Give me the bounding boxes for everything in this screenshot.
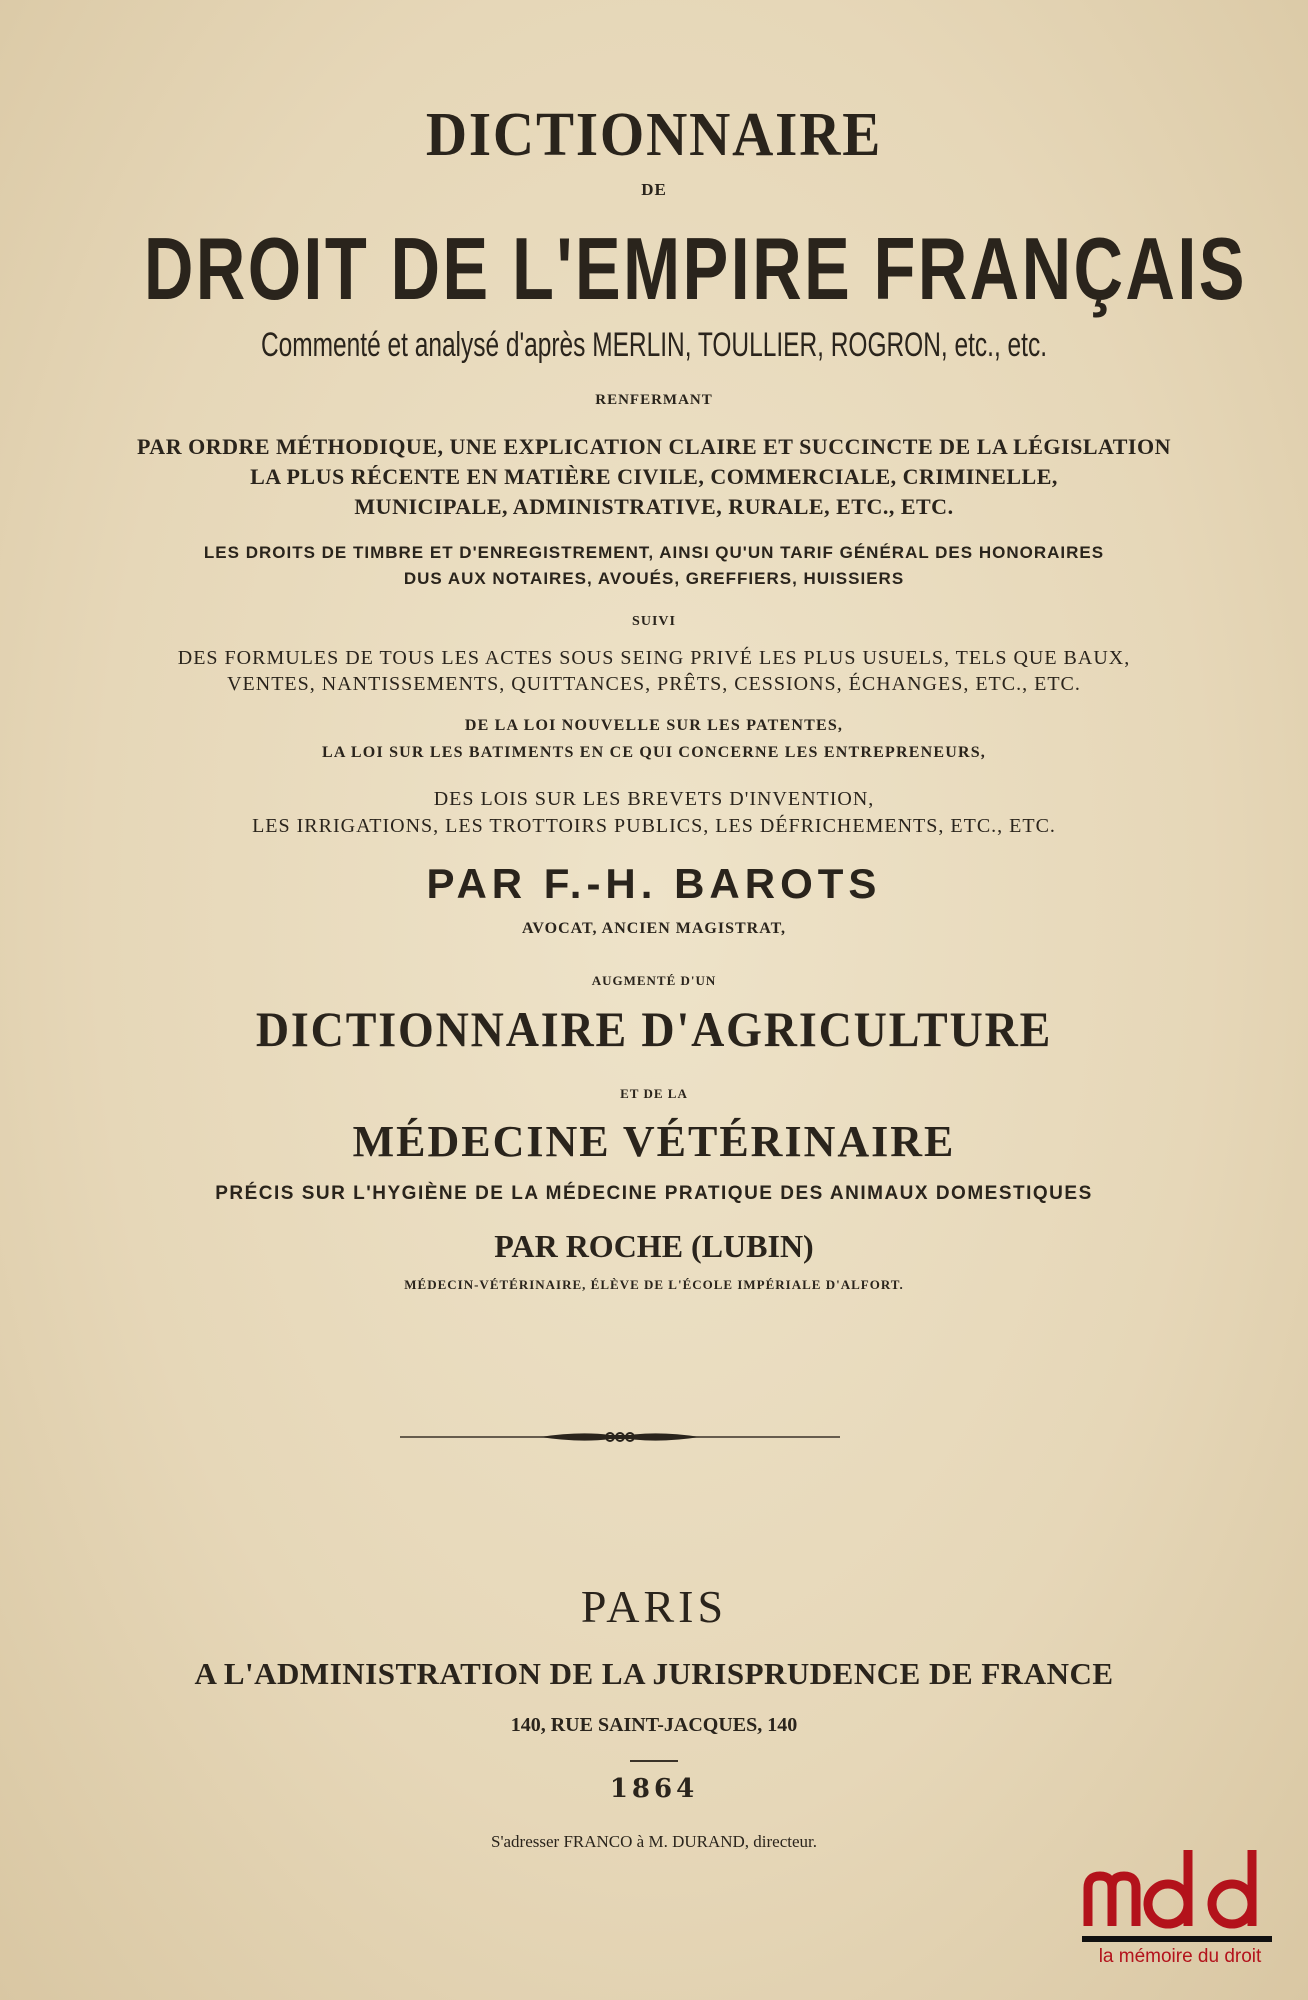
suivi-label: SUIVI [632,614,676,629]
veterinary-title: MÉDECINE VÉTÉRINAIRE [352,1117,956,1166]
agriculture-title: DICTIONNAIRE D'AGRICULTURE [255,1001,1053,1057]
paragraph3-line: VENTES, NANTISSEMENTS, QUITTANCES, PRÊTS, CESSIONS, ÉCHANGES, ETC., ETC. [227,673,1081,695]
second-author-role: MÉDECIN-VÉTÉRINAIRE, ÉLÈVE DE L'ÉCOLE IMPÉRIALE D'ALFORT. [404,1277,904,1292]
author-name: PAR F.-H. BAROTS [426,860,882,907]
paragraph1-line: PAR ORDRE MÉTHODIQUE, UNE EXPLICATION CLAIRE ET SUCCINCTE DE LA LÉGISLATION [137,434,1171,459]
imprint-city: PARIS [580,1581,728,1632]
imprint-contact: S'adresser FRANCO à M. DURAND, directeur. [490,1832,818,1851]
main-title: DICTIONNAIRE [425,101,883,169]
imprint-year: 1864 [609,1774,699,1804]
paragraph2-line: DUS AUX NOTAIRES, AVOUÉS, GREFFIERS, HUISSIERS [403,569,905,588]
paragraph3-line: DES FORMULES DE TOUS LES ACTES SOUS SEING PRIVÉ LES PLUS USUELS, TELS QUE BAUX, [177,647,1131,669]
paragraph5-line: LES IRRIGATIONS, LES TROTTOIRS PUBLICS, LES DÉFRICHEMENTS, ETC., ETC. [252,815,1056,837]
logo-tagline: la mémoire du droit [1098,1946,1262,1967]
divider [630,1760,678,1762]
paragraph4-line: LA LOI SUR LES BATIMENTS EN CE QUI CONCERNE LES ENTREPRENEURS, [321,744,987,761]
subtitle: Commenté et analysé d'après MERLIN, TOULLIER, ROGRON, etc., etc. [260,326,1048,364]
imprint-publisher: A L'ADMINISTRATION DE LA JURISPRUDENCE DE FRANCE [194,1656,1114,1691]
renfermant-label: RENFERMANT [595,392,713,408]
imprint-address: 140, RUE SAINT-JACQUES, 140 [510,1714,798,1736]
second-author-name: PAR ROCHE (LUBIN) [494,1228,814,1264]
etdela-label: ET DE LA [620,1086,688,1101]
augmente-label: AUGMENTÉ D'UN [591,973,717,988]
paragraph2-line: LES DROITS DE TIMBRE ET D'ENREGISTREMENT, AINSI QU'UN TARIF GÉNÉRAL DES HONORAIRES [203,543,1105,562]
ornament-divider-icon [400,1428,840,1446]
paragraph1-line: MUNICIPALE, ADMINISTRATIVE, RURALE, ETC., ETC. [354,494,954,519]
precis-line: PRÉCIS SUR L'HYGIÈNE DE LA MÉDECINE PRATIQUE DES ANIMAUX DOMESTIQUES [215,1183,1093,1204]
author-role: AVOCAT, ANCIEN MAGISTRAT, [521,920,787,937]
paragraph5-line: DES LOIS SUR LES BREVETS D'INVENTION, [433,788,875,810]
title-connector: DE [641,180,667,199]
paragraph1-line: LA PLUS RÉCENTE EN MATIÈRE CIVILE, COMMERCIALE, CRIMINELLE, [250,464,1058,489]
main-title-line2: DROIT DE L'EMPIRE FRANÇAIS [143,219,1247,318]
paragraph4-line: DE LA LOI NOUVELLE SUR LES PATENTES, [464,717,844,734]
